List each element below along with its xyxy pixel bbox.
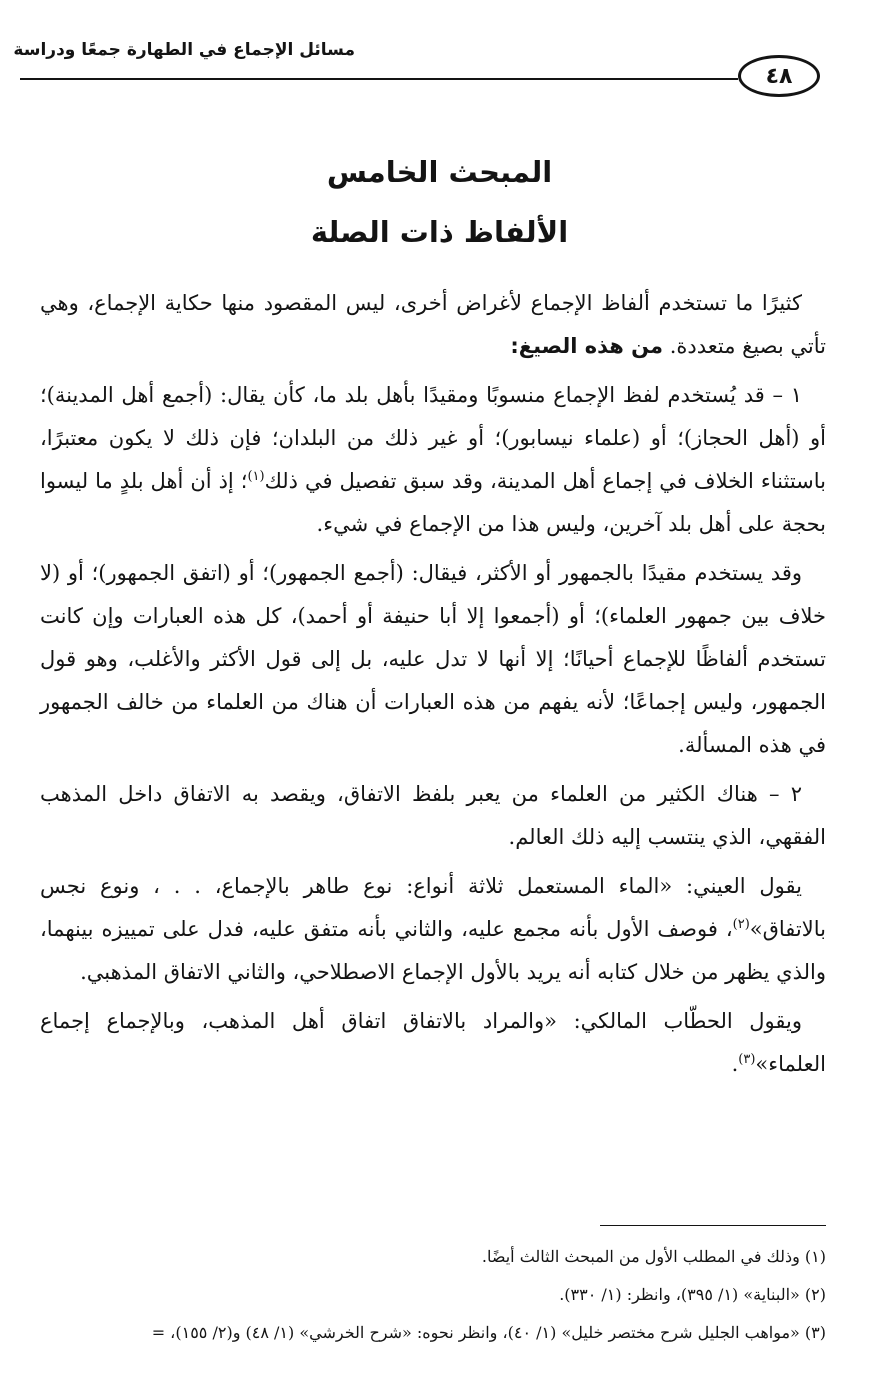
paragraph-6-text-b: . bbox=[731, 1052, 739, 1076]
paragraph-6 bbox=[40, 1000, 826, 1086]
paragraph-5 bbox=[40, 865, 826, 994]
footnote-rule bbox=[600, 1225, 826, 1226]
footnotes bbox=[30, 1238, 826, 1352]
footnote-ref-1[interactable]: (١) bbox=[247, 469, 265, 484]
page-number: ٤٨ bbox=[765, 63, 793, 89]
paragraph-2 bbox=[40, 374, 826, 546]
page-number-badge bbox=[738, 55, 820, 97]
paragraph-1-text: كثيرًا ما تستخدم ألفاظ الإجماع لأغراض أخرى، ليس المقصود منها حكاية الإجماع، وهي تأتي بصيغ متعددة. bbox=[40, 291, 826, 358]
paragraph-4-text: ٢ – هناك الكثير من العلماء من يعبر بلفظ الاتفاق، ويقصد به الاتفاق داخل المذهب الفقهي، الذي ينتسب إليه ذلك العالم. bbox=[40, 782, 826, 849]
footnote-ref-3[interactable]: (٣) bbox=[738, 1052, 756, 1067]
running-title: مسائل الإجماع في الطهارة جمعًا ودراسة bbox=[13, 40, 355, 60]
section-subtitle: الألفاظ ذات الصلة bbox=[310, 215, 569, 249]
paragraph-1 bbox=[40, 282, 826, 368]
paragraph-6-text-a: ويقول الحطّاب المالكي: «والمراد بالاتفاق اتفاق أهل المذهب، وبالإجماع إجماع العلماء» bbox=[40, 1009, 826, 1076]
paragraph-3-text: وقد يستخدم مقيدًا بالجمهور أو الأكثر، فيقال: (أجمع الجمهور)؛ أو (اتفق الجمهور)؛ أو (لا خلاف بين جمهور العلماء)؛ أو (أجمعوا إلا أبا حنيفة أو أحمد)، كل هذه العبارات وإن كانت تستخدم ألفاظًا للإجماع أحيانًا؛ إلا أنها لا تدل عليه، بل إلى قول الأكثر والأغلب، وهو قول الجمهور، وليس إجماعًا؛ لأنه يفهم من هذه العبارات أن هناك من العلماء من خالف الجمهور في هذه المسألة. bbox=[40, 561, 826, 757]
paragraph-4 bbox=[40, 773, 826, 859]
body-text bbox=[40, 282, 826, 1092]
header-rule bbox=[20, 78, 738, 80]
paragraph-3 bbox=[40, 552, 826, 767]
footnote-1: (١) وذلك في المطلب الأول من المبحث الثالث أيضًا. bbox=[481, 1247, 826, 1266]
footnote-ref-2[interactable]: (٢) bbox=[732, 917, 750, 932]
footnote-3: (٣) «مواهب الجليل شرح مختصر خليل» (١/ ٤٠)، وانظر نحوه: «شرح الخرشي» (١/ ٤٨) و(٢/ ١٥٥)، = bbox=[151, 1323, 826, 1342]
paragraph-2-text-b: ؛ إذ أن أهل بلدٍ ما ليسوا بحجة على أهل بلد آخرين، وليس هذا من الإجماع في شيء. bbox=[40, 469, 826, 536]
paragraph-2-text-a: ١ – قد يُستخدم لفظ الإجماع منسوبًا ومقيدًا بأهل بلد ما، كأن يقال: (أجمع أهل المدينة)؛ أو (أهل الحجاز)؛ أو (علماء نيسابور)؛ أو غير ذلك من البلدان؛ فإن ذلك لا يكون معتبرًا، باستثناء الخلاف في إجماع أهل المدينة، وقد سبق تفصيل في ذلك bbox=[40, 383, 826, 493]
paragraph-1-bold: من هذه الصيغ: bbox=[510, 334, 664, 358]
paragraph-5-text-b: ، فوصف الأول بأنه مجمع عليه، والثاني بأنه متفق عليه، فدل على تمييزه بينهما، والذي يظهر من خلال كتابه أنه يريد بالأول الإجماع الاصطلاحي، والثاني الاتفاق المذهبي. bbox=[40, 917, 826, 984]
footnote-2: (٢) «البناية» (١/ ٣٩٥)، وانظر: (١/ ٣٣٠). bbox=[559, 1285, 826, 1304]
section-title: المبحث الخامس bbox=[326, 155, 553, 189]
paragraph-5-text-a: يقول العيني: «الماء المستعمل ثلاثة أنواع: نوع طاهر بالإجماع، . . ، ونوع نجس بالاتفاق» bbox=[40, 874, 826, 941]
